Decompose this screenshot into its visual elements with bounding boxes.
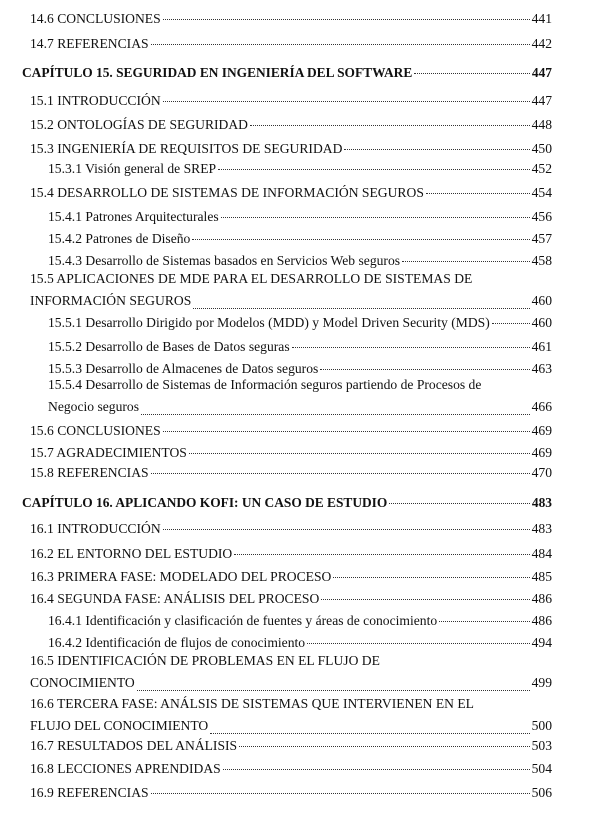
leader-dots xyxy=(151,44,530,45)
toc-entry-title: 16.3 PRIMERA FASE: MODELADO DEL PROCESO xyxy=(30,569,332,584)
toc-entry-title: 15.5.3 Desarrollo de Almacenes de Datos seguros xyxy=(48,361,319,376)
leader-dots xyxy=(250,125,530,126)
toc-entry-title: 15.4.3 Desarrollo de Sistemas basados en Servicios Web seguros xyxy=(48,253,401,268)
toc-page-number: 447 xyxy=(531,93,552,108)
toc-page-number: 460 xyxy=(531,293,552,308)
leader-dots xyxy=(151,473,530,474)
leader-dots xyxy=(163,101,530,102)
toc-entry xyxy=(30,518,552,540)
toc-entry-title: 16.6 TERCERA FASE: ANÁLSIS DE SISTEMAS QUE INTERVIENEN EN EL xyxy=(30,696,474,711)
leader-dots xyxy=(321,599,529,600)
toc-page-number: 450 xyxy=(531,141,552,156)
toc-page-number: 447 xyxy=(531,65,552,80)
leader-dots xyxy=(221,217,530,218)
leader-dots xyxy=(192,239,529,240)
leader-dots xyxy=(234,554,529,555)
toc-entry xyxy=(30,650,552,694)
toc-entry-title-continued: INFORMACIÓN SEGUROS xyxy=(30,293,192,308)
toc-page-number: 486 xyxy=(531,591,552,606)
toc-page-number: 483 xyxy=(531,521,552,536)
toc-entry xyxy=(30,693,552,737)
toc-entry xyxy=(30,114,552,136)
toc-entry xyxy=(30,758,552,780)
toc-chapter-entry xyxy=(22,492,552,514)
toc-page-number: 448 xyxy=(531,117,552,132)
leader-dots xyxy=(239,746,529,747)
toc-page-number: 457 xyxy=(531,231,552,246)
toc-entry-title: 15.7 AGRADECIMIENTOS xyxy=(30,445,187,460)
leader-dots xyxy=(193,308,529,309)
leader-dots xyxy=(414,73,530,74)
toc-entry xyxy=(30,782,552,804)
toc-entry-title: 15.5.1 Desarrollo Dirigido por Modelos (MDD) y Model Driven Security (MDS) xyxy=(48,315,490,330)
toc-page-number: 441 xyxy=(531,11,552,26)
toc-page-number: 500 xyxy=(531,718,552,733)
toc-entry xyxy=(30,33,552,55)
leader-dots xyxy=(141,414,530,415)
toc-page-number: 460 xyxy=(531,315,552,330)
toc-page-number: 442 xyxy=(531,36,552,51)
toc-entry xyxy=(48,336,552,358)
leader-dots xyxy=(307,643,530,644)
toc-entry-title: 16.5 IDENTIFICACIÓN DE PROBLEMAS EN EL FLUJO DE xyxy=(30,653,380,668)
leader-dots xyxy=(333,577,529,578)
toc-entry-title: 15.3 INGENIERÍA DE REQUISITOS DE SEGURIDAD xyxy=(30,141,343,156)
toc-page-number: 454 xyxy=(531,185,552,200)
toc-entry xyxy=(30,566,552,588)
toc-page-number: 485 xyxy=(531,569,552,584)
toc-entry xyxy=(48,374,552,418)
leader-dots xyxy=(218,169,530,170)
toc-entry-title: 15.6 CONCLUSIONES xyxy=(30,423,161,438)
leader-dots xyxy=(189,453,530,454)
toc-entry xyxy=(30,182,552,204)
leader-dots xyxy=(163,19,530,20)
toc-entry-title: 16.4.1 Identificación y clasificación de fuentes y áreas de conocimiento xyxy=(48,613,438,628)
leader-dots xyxy=(151,793,530,794)
leader-dots xyxy=(402,261,530,262)
toc-entry-title-continued: Negocio seguros xyxy=(48,399,139,414)
toc-entry-title: 15.5 APLICACIONES DE MDE PARA EL DESARROLLO DE SISTEMAS DE xyxy=(30,271,473,286)
leader-dots xyxy=(320,369,529,370)
toc-entry-title: 16.1 INTRODUCCIÓN xyxy=(30,521,161,536)
toc-entry-title: 15.5.4 Desarrollo de Sistemas de Información seguros partiendo de Procesos de xyxy=(48,377,482,392)
toc-entry-title: 15.4.1 Patrones Arquitecturales xyxy=(48,209,219,224)
toc-entry-title: 15.3.1 Visión general de SREP xyxy=(48,161,217,176)
toc-page-number: 469 xyxy=(531,445,552,460)
leader-dots xyxy=(163,431,530,432)
toc-entry-title: 14.7 REFERENCIAS xyxy=(30,36,149,51)
leader-dots xyxy=(210,733,529,734)
toc-entry-title: CAPÍTULO 15. SEGURIDAD EN INGENIERÍA DEL SOFTWARE xyxy=(22,65,413,80)
leader-dots xyxy=(389,503,530,504)
toc-entry xyxy=(30,420,552,442)
leader-dots xyxy=(137,690,530,691)
toc-page-number: 470 xyxy=(531,465,552,480)
toc-entry xyxy=(48,312,552,334)
toc-page-number: 469 xyxy=(531,423,552,438)
toc-page-number: 486 xyxy=(531,613,552,628)
toc-page-number: 483 xyxy=(531,495,552,510)
toc-entry xyxy=(30,588,552,610)
toc-entry xyxy=(30,138,552,160)
toc-entry-title: 16.9 REFERENCIAS xyxy=(30,785,149,800)
toc-page-number: 461 xyxy=(531,339,552,354)
toc-page-number: 506 xyxy=(531,785,552,800)
toc-entry-title: 14.6 CONCLUSIONES xyxy=(30,11,161,26)
toc-entry-title-continued: FLUJO DEL CONOCIMIENTO xyxy=(30,718,209,733)
toc-page-number: 499 xyxy=(531,675,552,690)
toc-entry xyxy=(30,543,552,565)
toc-chapter-entry xyxy=(22,62,552,84)
toc-entry xyxy=(48,206,552,228)
toc-entry-title: 16.4.2 Identificación de flujos de conocimiento xyxy=(48,635,306,650)
toc-entry xyxy=(30,442,552,464)
toc-entry-title: 15.1 INTRODUCCIÓN xyxy=(30,93,161,108)
leader-dots xyxy=(439,621,529,622)
toc-entry-title: CAPÍTULO 16. APLICANDO KOFI: UN CASO DE ESTUDIO xyxy=(22,495,388,510)
toc-entry xyxy=(48,158,552,180)
toc-page-number: 466 xyxy=(531,399,552,414)
leader-dots xyxy=(292,347,530,348)
toc-entry-title: 16.8 LECCIONES APRENDIDAS xyxy=(30,761,221,776)
toc-page-number: 458 xyxy=(531,253,552,268)
leader-dots xyxy=(163,529,530,530)
toc-page-number: 452 xyxy=(531,161,552,176)
toc-page-number: 503 xyxy=(531,738,552,753)
toc-page-number: 484 xyxy=(531,546,552,561)
toc-entry xyxy=(30,90,552,112)
leader-dots xyxy=(344,149,529,150)
toc-entry xyxy=(48,228,552,250)
toc-page-number: 494 xyxy=(531,635,552,650)
toc-entry xyxy=(30,268,552,312)
leader-dots xyxy=(223,769,530,770)
leader-dots xyxy=(426,193,530,194)
toc-page-number: 504 xyxy=(531,761,552,776)
toc-page-number: 463 xyxy=(531,361,552,376)
toc-entry-title: 16.7 RESULTADOS DEL ANÁLISIS xyxy=(30,738,238,753)
toc-entry-title: 16.2 EL ENTORNO DEL ESTUDIO xyxy=(30,546,233,561)
toc-entry xyxy=(30,735,552,757)
toc-entry-title: 15.8 REFERENCIAS xyxy=(30,465,149,480)
toc-entry xyxy=(30,8,552,30)
toc-entry-title: 15.5.2 Desarrollo de Bases de Datos seguras xyxy=(48,339,290,354)
toc-page-number: 456 xyxy=(531,209,552,224)
toc-entry xyxy=(30,462,552,484)
toc-entry-title-continued: CONOCIMIENTO xyxy=(30,675,135,690)
leader-dots xyxy=(492,323,530,324)
toc-entry-title: 15.4 DESARROLLO DE SISTEMAS DE INFORMACIÓN SEGUROS xyxy=(30,185,424,200)
toc-entry-title: 15.2 ONTOLOGÍAS DE SEGURIDAD xyxy=(30,117,248,132)
toc-entry-title: 15.4.2 Patrones de Diseño xyxy=(48,231,191,246)
toc-entry-title: 16.4 SEGUNDA FASE: ANÁLISIS DEL PROCESO xyxy=(30,591,320,606)
toc-entry xyxy=(48,610,552,632)
